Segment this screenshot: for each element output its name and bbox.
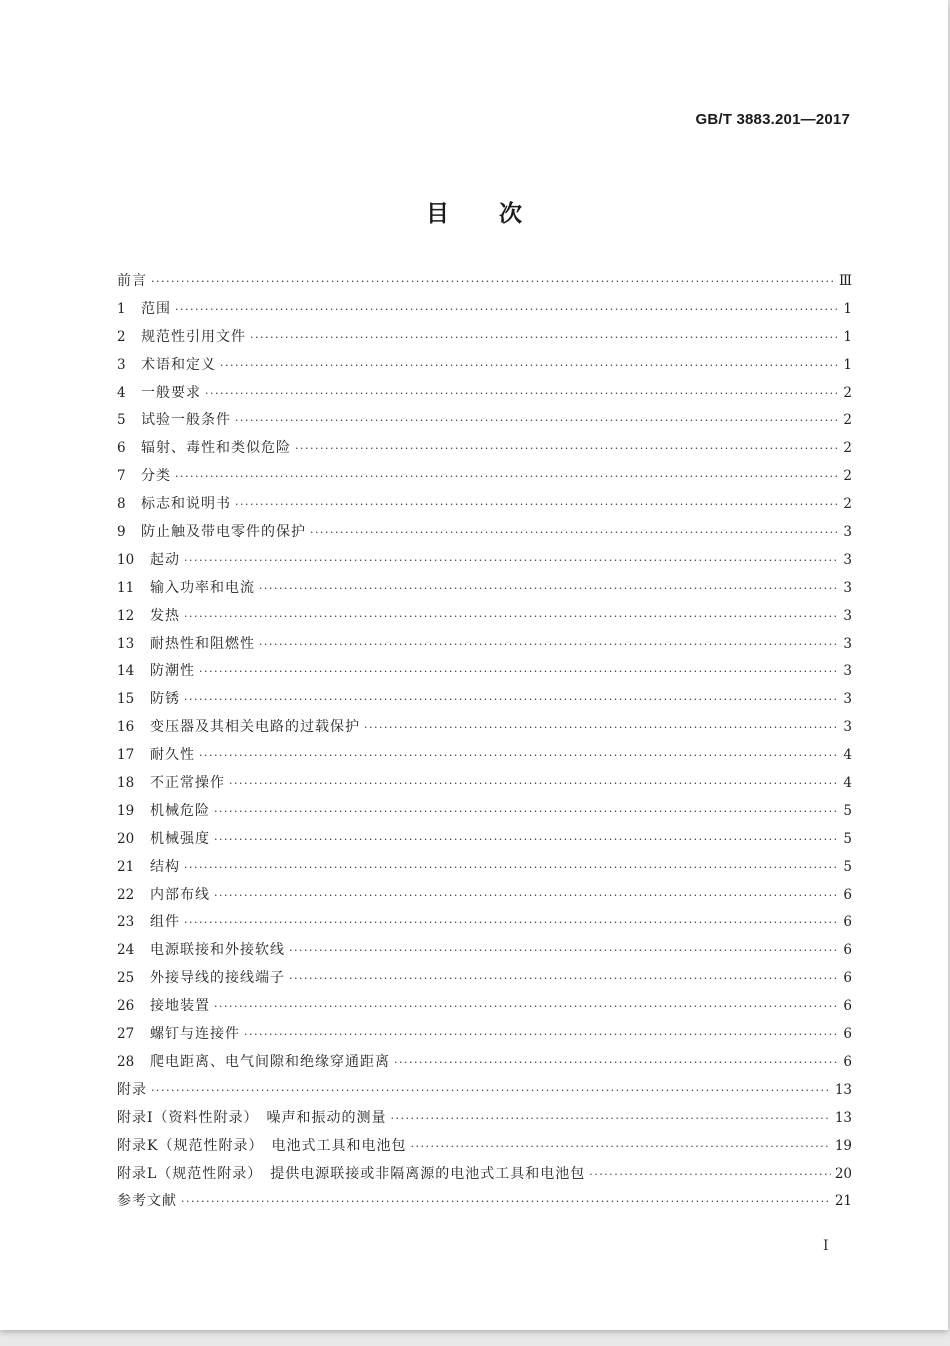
- toc-entry-label: 变压器及其相关电路的过载保护: [150, 719, 360, 736]
- toc-dot-leader: [410, 1140, 830, 1153]
- toc-dot-leader: [220, 359, 839, 372]
- toc-entry-label: 范围: [141, 300, 171, 317]
- toc-entry-page: 1: [843, 356, 852, 373]
- toc-entry-page: 6: [843, 998, 852, 1015]
- toc-entry-number: 25: [117, 970, 135, 987]
- toc-entry-label: 分类: [141, 468, 171, 485]
- toc-entry-page: 2: [843, 496, 852, 513]
- toc-entry[interactable]: [117, 688, 852, 716]
- toc-entry[interactable]: [117, 382, 852, 410]
- toc-entry[interactable]: [117, 298, 852, 326]
- toc-entry[interactable]: [117, 856, 852, 884]
- toc-entry[interactable]: [117, 1023, 852, 1051]
- toc-dot-leader: [391, 1112, 831, 1125]
- page-number: I: [823, 1238, 829, 1254]
- toc-dot-leader: [205, 387, 839, 400]
- toc-entry-label: 爬电距离、电气间隙和绝缘穿通距离: [150, 1053, 390, 1070]
- toc-dot-leader: [151, 275, 835, 288]
- toc-entry[interactable]: [117, 270, 852, 298]
- toc-entry[interactable]: [117, 409, 852, 437]
- toc-entry-number: 22: [117, 886, 135, 903]
- toc-entry[interactable]: [117, 800, 852, 828]
- toc-entry-label: 发热: [150, 607, 180, 624]
- toc-entry-number: 11: [117, 579, 135, 596]
- toc-entry-page: 6: [843, 914, 852, 931]
- toc-entry-page: 13: [834, 1109, 852, 1126]
- toc-dot-leader: [589, 1168, 831, 1181]
- toc-dot-leader: [289, 944, 839, 957]
- toc-entry[interactable]: [117, 967, 852, 995]
- toc-entry[interactable]: [117, 884, 852, 912]
- toc-entry-number: 24: [117, 942, 135, 959]
- toc-entry-label: 防潮性: [150, 663, 195, 680]
- toc-entry-label: 附录K（规范性附录） 电池式工具和电池包: [117, 1137, 407, 1154]
- table-of-contents: [117, 270, 852, 1218]
- toc-entry[interactable]: [117, 716, 852, 744]
- toc-entry-label: 防止触及带电零件的保护: [141, 524, 306, 541]
- toc-entry-label: 附录I（资料性附录） 噪声和振动的测量: [117, 1109, 387, 1126]
- toc-entry-number: 6: [117, 440, 126, 457]
- toc-dot-leader: [259, 582, 839, 595]
- toc-dot-leader: [214, 805, 839, 818]
- toc-entry-page: 6: [843, 886, 852, 903]
- toc-entry-page: 4: [843, 747, 852, 764]
- toc-entry-number: 27: [117, 1026, 135, 1043]
- toc-entry-number: 20: [117, 830, 135, 847]
- toc-entry-label: 防锈: [150, 691, 180, 708]
- toc-dot-leader: [244, 1028, 839, 1041]
- toc-entry-label: 接地装置: [150, 998, 210, 1015]
- toc-entry-number: 9: [117, 524, 126, 541]
- toc-entry-label: 内部布线: [150, 886, 210, 903]
- toc-entry-number: 18: [117, 775, 135, 792]
- toc-entry-label: 规范性引用文件: [141, 328, 246, 345]
- toc-entry[interactable]: [117, 465, 852, 493]
- toc-entry-page: 2: [843, 412, 852, 429]
- toc-dot-leader: [235, 414, 839, 427]
- toc-dot-leader: [250, 331, 839, 344]
- toc-entry-page: 2: [843, 440, 852, 457]
- toc-entry-label: 螺钉与连接件: [150, 1026, 240, 1043]
- toc-entry-page: 3: [843, 551, 852, 568]
- toc-entry-label: 参考文献: [117, 1193, 177, 1210]
- toc-entry-page: 3: [843, 579, 852, 596]
- toc-entry-page: 3: [843, 607, 852, 624]
- toc-dot-leader: [310, 526, 839, 539]
- toc-entry-label: 电源联接和外接软线: [150, 942, 285, 959]
- toc-entry-number: 19: [117, 802, 135, 819]
- toc-entry[interactable]: [117, 660, 852, 688]
- toc-entry-page: 1: [843, 328, 852, 345]
- toc-entry-page: 5: [843, 830, 852, 847]
- toc-entry[interactable]: [117, 1079, 852, 1107]
- toc-entry-label: 试验一般条件: [141, 412, 231, 429]
- toc-entry-label: 不正常操作: [150, 775, 225, 792]
- toc-entry[interactable]: [117, 577, 852, 605]
- toc-entry-label: 组件: [150, 914, 180, 931]
- toc-entry[interactable]: [117, 995, 852, 1023]
- toc-dot-leader: [184, 861, 839, 874]
- toc-dot-leader: [184, 916, 839, 929]
- toc-entry[interactable]: [117, 1190, 852, 1218]
- toc-entry[interactable]: [117, 744, 852, 772]
- toc-entry-page: 3: [843, 663, 852, 680]
- toc-dot-leader: [289, 972, 839, 985]
- toc-dot-leader: [235, 498, 839, 511]
- toc-dot-leader: [229, 777, 839, 790]
- toc-entry-number: 28: [117, 1053, 135, 1070]
- toc-entry-label: 附录: [117, 1081, 147, 1098]
- toc-entry-page: 3: [843, 719, 852, 736]
- toc-entry-page: 5: [843, 802, 852, 819]
- toc-dot-leader: [214, 889, 839, 902]
- toc-entry[interactable]: [117, 354, 852, 382]
- toc-entry-label: 术语和定义: [141, 356, 216, 373]
- toc-dot-leader: [184, 693, 839, 706]
- toc-entry[interactable]: [117, 939, 852, 967]
- toc-entry-page: 1: [843, 300, 852, 317]
- toc-dot-leader: [175, 303, 839, 316]
- toc-dot-leader: [175, 470, 839, 483]
- toc-entry-number: 2: [117, 328, 126, 345]
- toc-entry-page: Ⅲ: [838, 273, 852, 289]
- toc-entry-page: 13: [834, 1081, 852, 1098]
- toc-dot-leader: [199, 749, 839, 762]
- toc-entry-label: 机械强度: [150, 830, 210, 847]
- toc-entry-number: 13: [117, 635, 135, 652]
- toc-entry-page: 21: [834, 1193, 852, 1210]
- toc-entry-label: 辐射、毒性和类似危险: [141, 440, 291, 457]
- toc-entry-label: 耐久性: [150, 747, 195, 764]
- toc-entry-number: 10: [117, 551, 135, 568]
- toc-entry-label: 前言: [117, 273, 147, 289]
- toc-dot-leader: [184, 610, 839, 623]
- toc-entry-number: 23: [117, 914, 135, 931]
- toc-entry[interactable]: [117, 1051, 852, 1079]
- toc-entry-number: 4: [117, 384, 126, 401]
- toc-entry[interactable]: [117, 1163, 852, 1191]
- toc-dot-leader: [295, 442, 839, 455]
- toc-entry-page: 4: [843, 775, 852, 792]
- toc-dot-leader: [259, 638, 839, 651]
- toc-entry[interactable]: [117, 911, 852, 939]
- toc-dot-leader: [394, 1056, 839, 1069]
- toc-entry-number: 26: [117, 998, 135, 1015]
- toc-entry-label: 外接导线的接线端子: [150, 970, 285, 987]
- toc-dot-leader: [184, 554, 839, 567]
- toc-dot-leader: [199, 665, 839, 678]
- toc-entry-number: 1: [117, 300, 126, 317]
- toc-dot-leader: [364, 721, 839, 734]
- toc-entry-page: 3: [843, 691, 852, 708]
- toc-entry-label: 耐热性和阻燃性: [150, 635, 255, 652]
- toc-entry-label: 机械危险: [150, 802, 210, 819]
- toc-entry-page: 6: [843, 1026, 852, 1043]
- toc-entry[interactable]: [117, 605, 852, 633]
- toc-entry-number: 5: [117, 412, 126, 429]
- document-code: GB/T 3883.201—2017: [695, 111, 850, 128]
- toc-entry[interactable]: [117, 1107, 852, 1135]
- toc-entry[interactable]: [117, 549, 852, 577]
- toc-entry-number: 8: [117, 496, 126, 513]
- toc-entry[interactable]: [117, 1135, 852, 1163]
- toc-dot-leader: [181, 1195, 831, 1208]
- toc-entry-page: 2: [843, 468, 852, 485]
- toc-entry-page: 20: [834, 1165, 852, 1182]
- toc-entry-number: 15: [117, 691, 135, 708]
- toc-entry-page: 3: [843, 524, 852, 541]
- toc-entry-page: 2: [843, 384, 852, 401]
- toc-entry-number: 14: [117, 663, 135, 680]
- toc-entry-number: 16: [117, 719, 135, 736]
- toc-entry[interactable]: [117, 326, 852, 354]
- toc-entry[interactable]: [117, 437, 852, 465]
- toc-entry-page: 3: [843, 635, 852, 652]
- toc-entry-page: 6: [843, 970, 852, 987]
- toc-entry-number: 21: [117, 858, 135, 875]
- toc-entry-page: 19: [834, 1137, 852, 1154]
- toc-entry-label: 结构: [150, 858, 180, 875]
- toc-entry[interactable]: [117, 493, 852, 521]
- toc-entry-label: 一般要求: [141, 384, 201, 401]
- toc-entry-number: 7: [117, 468, 126, 485]
- toc-entry-label: 标志和说明书: [141, 496, 231, 513]
- toc-entry[interactable]: [117, 772, 852, 800]
- toc-entry-page: 6: [843, 942, 852, 959]
- toc-entry-number: 12: [117, 607, 135, 624]
- toc-entry[interactable]: [117, 828, 852, 856]
- toc-dot-leader: [151, 1084, 831, 1097]
- toc-entry-number: 3: [117, 356, 126, 373]
- toc-entry-label: 附录L（规范性附录） 提供电源联接或非隔离源的电池式工具和电池包: [117, 1165, 586, 1182]
- toc-entry[interactable]: [117, 521, 852, 549]
- toc-dot-leader: [214, 833, 839, 846]
- toc-entry[interactable]: [117, 633, 852, 661]
- toc-entry-label: 输入功率和电流: [150, 579, 255, 596]
- toc-entry-page: 6: [843, 1053, 852, 1070]
- toc-title: 目次: [426, 201, 572, 227]
- toc-entry-page: 5: [843, 858, 852, 875]
- toc-dot-leader: [214, 1000, 839, 1013]
- toc-entry-label: 起动: [150, 551, 180, 568]
- toc-entry-number: 17: [117, 747, 135, 764]
